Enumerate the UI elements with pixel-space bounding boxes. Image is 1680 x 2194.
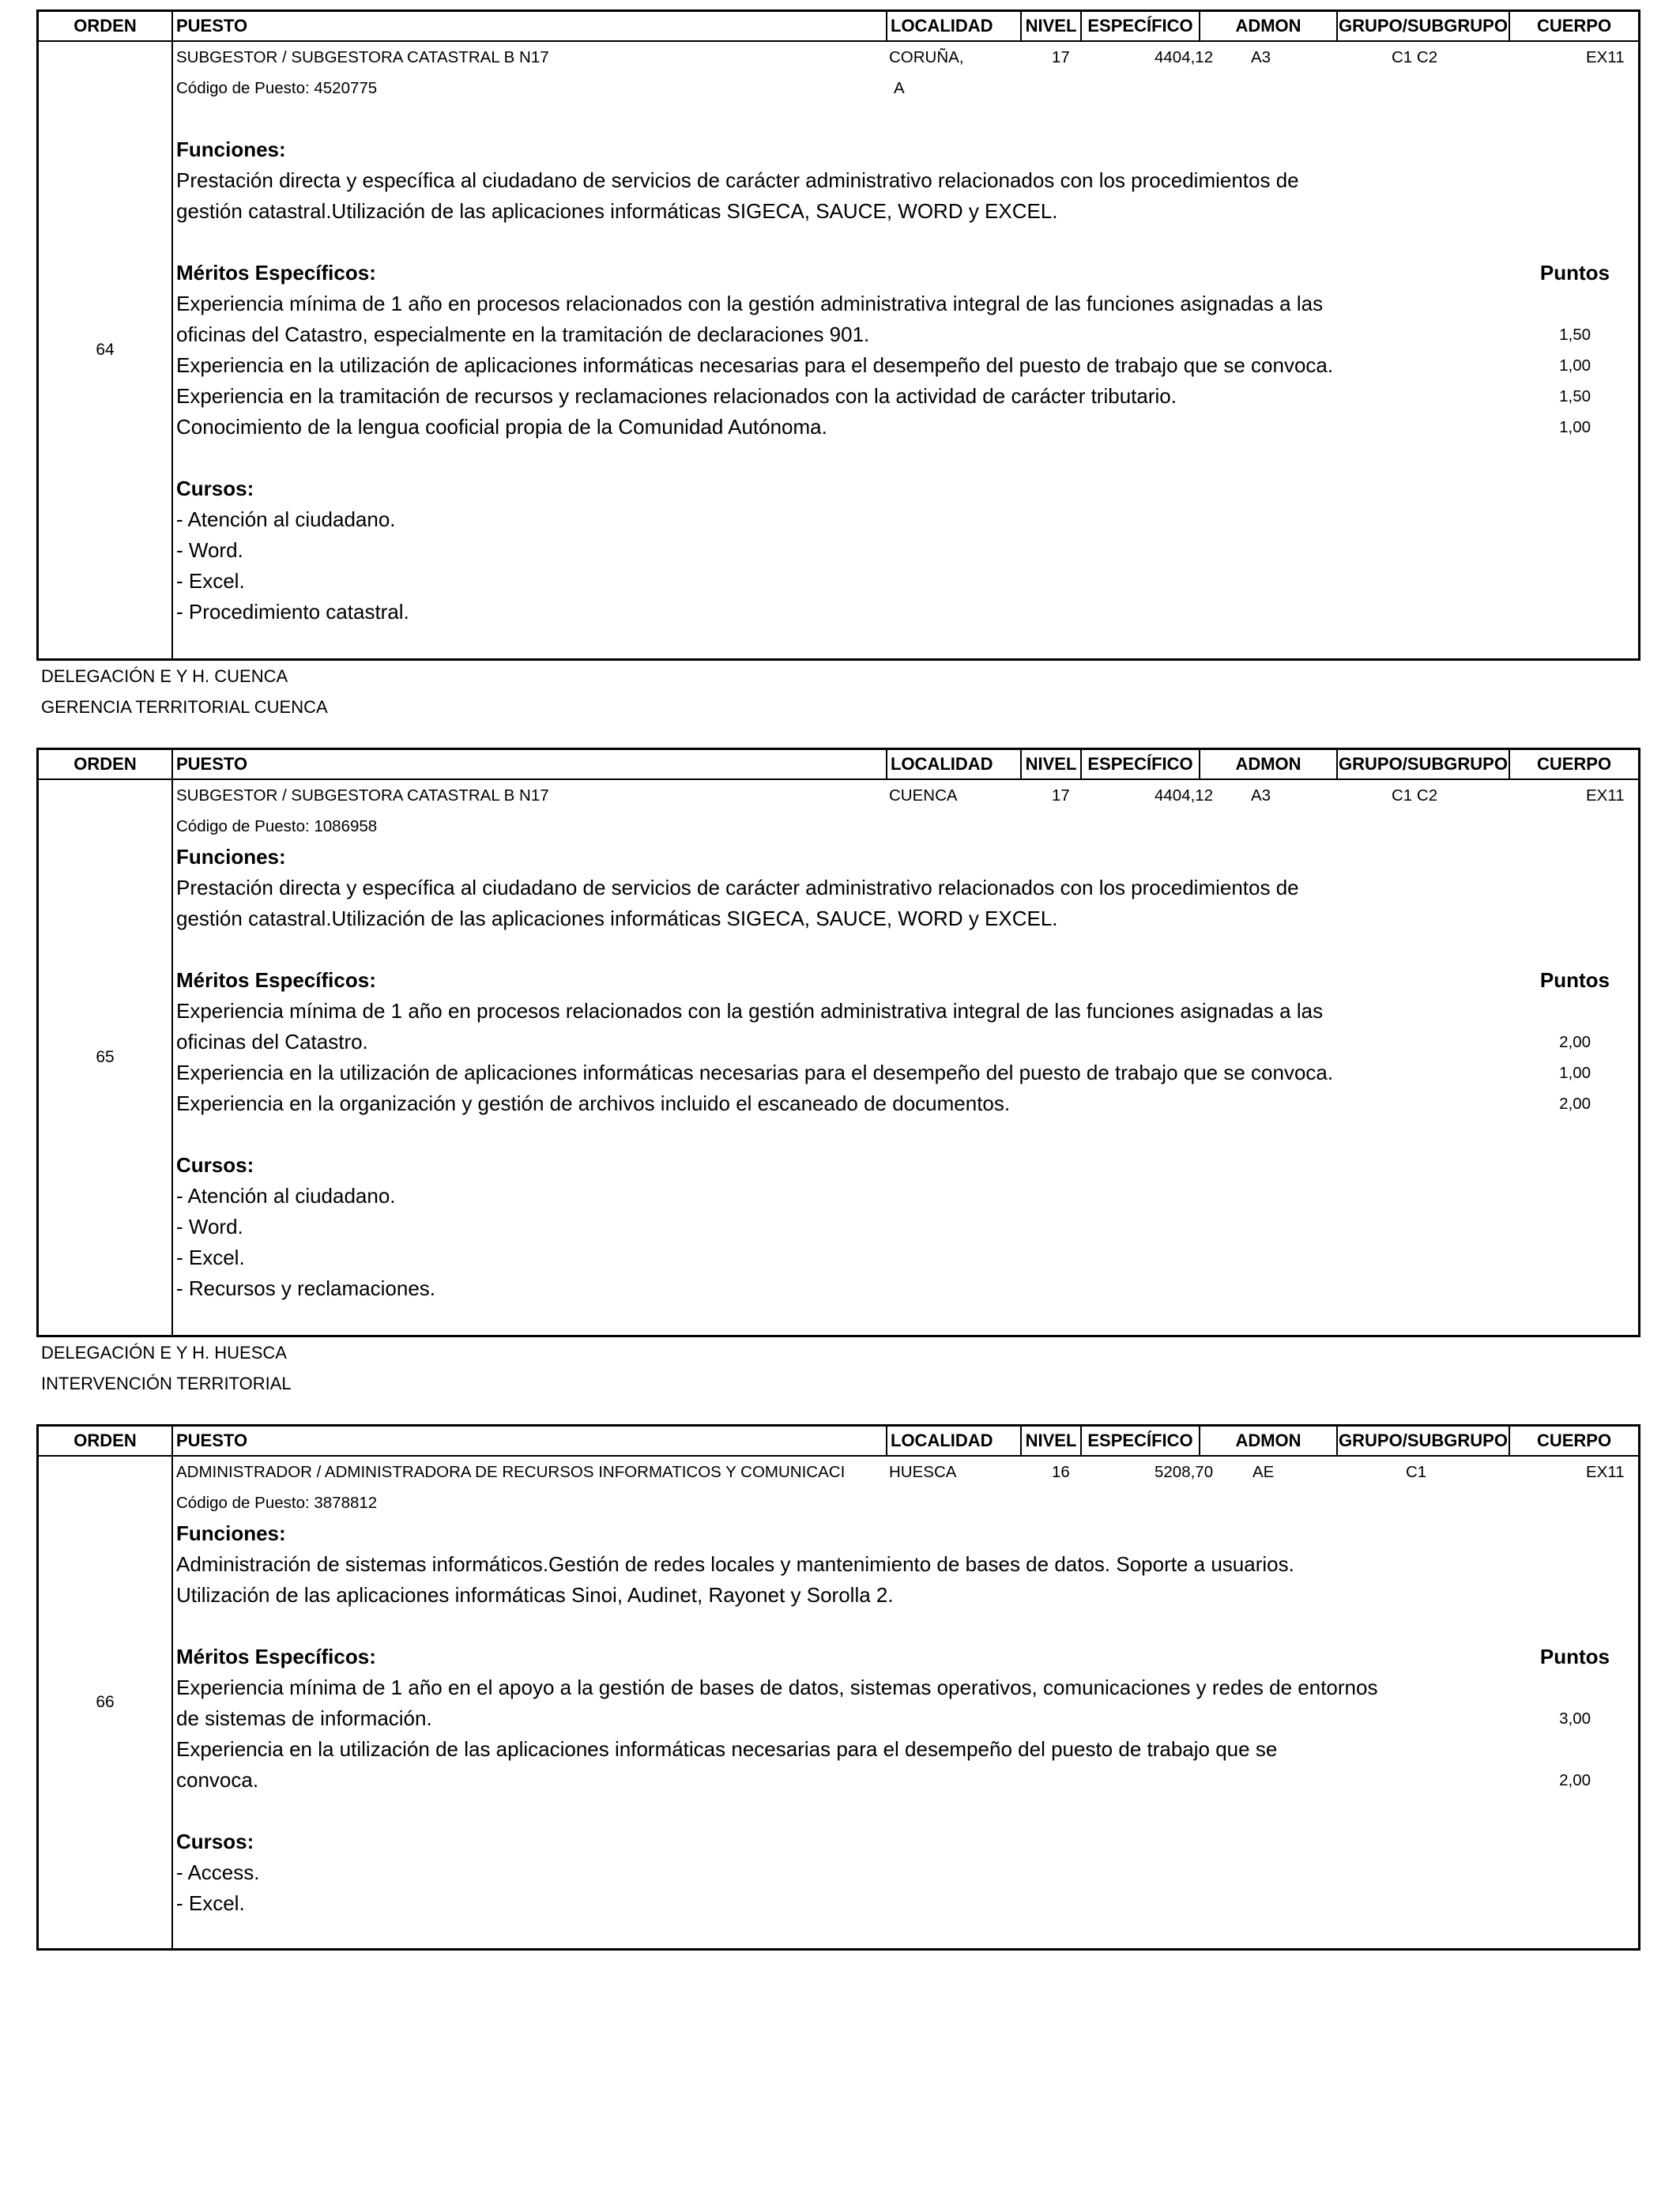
cuerpo-value: EX11	[1586, 1463, 1625, 1481]
merito-puntos: 1,00	[1559, 1064, 1591, 1082]
header-nivel: NIVEL	[1022, 750, 1082, 778]
curso-item: - Atención al ciudadano.	[176, 507, 396, 531]
orden-number: 66	[39, 1457, 173, 1948]
table-header	[39, 750, 1638, 780]
curso-item: - Excel.	[176, 1246, 245, 1269]
curso-item: - Word.	[176, 538, 243, 562]
curso-item: - Atención al ciudadano.	[176, 1184, 396, 1208]
merito-text: Conocimiento de la lengua cooficial propia de la Comunidad Autónoma.	[176, 415, 827, 439]
header-cuerpo: CUERPO	[1536, 754, 1612, 774]
table-row	[39, 780, 1638, 1335]
header-nivel: NIVEL	[1022, 1427, 1082, 1455]
header-admon: ADMON	[1200, 1427, 1338, 1455]
merito-puntos: 3,00	[1559, 1710, 1591, 1728]
header-grupo: GRUPO/SUBGRUPO	[1338, 12, 1510, 40]
puntos-label: Puntos	[1539, 1645, 1610, 1668]
header-admon: ADMON	[1200, 12, 1338, 40]
puesto-table-64	[36, 9, 1640, 661]
orden-number: 64	[39, 42, 173, 658]
header-puesto: PUESTO	[173, 12, 887, 40]
nivel-value: 17	[1052, 786, 1070, 805]
cuerpo-value: EX11	[1586, 786, 1625, 805]
meritos-label: Méritos Específicos:	[176, 1645, 376, 1668]
admon-value: AE	[1252, 1463, 1275, 1481]
header-localidad: LOCALIDAD	[887, 1427, 1022, 1455]
header-especifico: ESPECÍFICO	[1082, 1427, 1200, 1455]
header-grupo: GRUPO/SUBGRUPO	[1338, 750, 1510, 778]
cursos-label: Cursos:	[176, 1153, 254, 1177]
funciones-text: Prestación directa y específica al ciudadano de servicios de carácter administrativo relacionados con los procedimientos de	[176, 876, 1299, 899]
funciones-text: Administración de sistemas informáticos.Gestión de redes locales y mantenimiento de bases de datos. Soporte a usuarios.	[176, 1552, 1294, 1576]
especifico-value: 4404,12	[1155, 786, 1214, 805]
merito-text: oficinas del Catastro, especialmente en la tramitación de declaraciones 901.	[176, 322, 870, 346]
header-puesto: PUESTO	[173, 750, 887, 778]
summary-line	[176, 1457, 1638, 1487]
delegacion-name: DELEGACIÓN E Y H. HUESCA	[41, 1343, 287, 1363]
meritos-label: Méritos Específicos:	[176, 968, 376, 992]
funciones-text: Utilización de las aplicaciones informáticas Sinoi, Audinet, Rayonet y Sorolla 2.	[176, 1583, 894, 1607]
puesto-table-65	[36, 748, 1640, 1337]
localidad-value: CORUÑA,	[889, 48, 964, 66]
curso-item: - Excel.	[176, 569, 245, 593]
merito-puntos: 2,00	[1559, 1771, 1591, 1789]
orden-number: 65	[39, 780, 173, 1335]
cuerpo-value: EX11	[1586, 48, 1625, 66]
merito-text: convoca.	[176, 1768, 259, 1792]
merito-text: Experiencia en la utilización de aplicaciones informáticas necesarias para el desempeño del puesto de trabajo que se convoca.	[176, 353, 1334, 377]
delegacion-name: DELEGACIÓN E Y H. CUENCA	[41, 666, 288, 686]
codigo-puesto: Código de Puesto: 3878812	[176, 1494, 378, 1512]
cursos-label: Cursos:	[176, 1830, 254, 1853]
funciones-text: Prestación directa y específica al ciudadano de servicios de carácter administrativo relacionados con los procedimientos de	[176, 168, 1299, 192]
puesto-table-66	[36, 1424, 1640, 1951]
merito-puntos: 1,00	[1559, 418, 1591, 436]
especifico-value: 5208,70	[1155, 1463, 1214, 1481]
merito-puntos: 1,00	[1559, 356, 1591, 375]
table-row	[39, 42, 1638, 658]
curso-item: - Access.	[176, 1860, 260, 1884]
grupo-value: C1	[1406, 1463, 1427, 1481]
funciones-label: Funciones:	[176, 845, 286, 869]
summary-line	[176, 780, 1638, 811]
puntos-label: Puntos	[1539, 968, 1610, 992]
funciones-text: gestión catastral.Utilización de las aplicaciones informáticas SIGECA, SAUCE, WORD y EXCEL.	[176, 907, 1058, 930]
merito-text: Experiencia mínima de 1 año en el apoyo a la gestión de bases de datos, sistemas operativos, comunicaciones y redes de entornos	[176, 1676, 1378, 1699]
merito-text: Experiencia en la utilización de aplicaciones informáticas necesarias para el desempeño del puesto de trabajo que se convoca.	[176, 1061, 1334, 1084]
gerencia-name: GERENCIA TERRITORIAL CUENCA	[41, 697, 328, 717]
especifico-value: 4404,12	[1155, 48, 1214, 66]
admon-value: A3	[1251, 786, 1271, 805]
merito-text: oficinas del Catastro.	[176, 1030, 368, 1054]
merito-text: Experiencia mínima de 1 año en procesos relacionados con la gestión administrativa integral de las funciones asignadas a las	[176, 292, 1324, 315]
header-nivel: NIVEL	[1022, 12, 1082, 40]
puesto-title: SUBGESTOR / SUBGESTORA CATASTRAL B N17	[176, 786, 549, 805]
puesto-title: SUBGESTOR / SUBGESTORA CATASTRAL B N17	[176, 48, 549, 66]
header-puesto: PUESTO	[173, 1427, 887, 1455]
grupo-value: C1 C2	[1392, 786, 1438, 805]
codigo-puesto: Código de Puesto: 1086958	[176, 817, 378, 835]
meritos-label: Méritos Específicos:	[176, 261, 376, 285]
header-orden: ORDEN	[39, 750, 173, 778]
merito-puntos: 2,00	[1559, 1095, 1591, 1113]
summary-line	[176, 42, 1638, 73]
merito-text: Experiencia en la utilización de las aplicaciones informáticas necesarias para el desempeño del puesto de trabajo que se	[176, 1737, 1278, 1761]
funciones-text: gestión catastral.Utilización de las aplicaciones informáticas SIGECA, SAUCE, WORD y EXCEL.	[176, 199, 1058, 223]
merito-text: Experiencia mínima de 1 año en procesos relacionados con la gestión administrativa integral de las funciones asignadas a las	[176, 999, 1324, 1023]
table-header	[39, 12, 1638, 42]
nivel-value: 16	[1052, 1463, 1070, 1481]
curso-item: - Procedimiento catastral.	[176, 600, 409, 624]
delegacion-block	[36, 661, 1640, 748]
puesto-title: ADMINISTRADOR / ADMINISTRADORA DE RECURSOS INFORMATICOS Y COMUNICACI	[176, 1463, 846, 1481]
header-admon: ADMON	[1200, 750, 1338, 778]
merito-puntos: 2,00	[1559, 1033, 1591, 1051]
funciones-label: Funciones:	[176, 138, 286, 161]
delegacion-block	[36, 1337, 1640, 1424]
merito-text: Experiencia en la organización y gestión de archivos incluido el escaneado de documentos.	[176, 1091, 1011, 1115]
localidad-value-cont: A	[894, 79, 905, 97]
header-especifico: ESPECÍFICO	[1082, 750, 1200, 778]
merito-puntos: 1,50	[1559, 326, 1591, 344]
cursos-label: Cursos:	[176, 477, 254, 500]
grupo-value: C1 C2	[1392, 48, 1438, 66]
curso-item: - Recursos y reclamaciones.	[176, 1276, 435, 1300]
merito-text: de sistemas de información.	[176, 1706, 432, 1730]
header-grupo: GRUPO/SUBGRUPO	[1338, 1427, 1510, 1455]
curso-item: - Word.	[176, 1215, 243, 1238]
merito-puntos: 1,50	[1559, 387, 1591, 405]
codigo-puesto: Código de Puesto: 4520775	[176, 79, 378, 97]
table-row	[39, 1457, 1638, 1948]
header-localidad: LOCALIDAD	[887, 12, 1022, 40]
intervencion-name: INTERVENCIÓN TERRITORIAL	[41, 1374, 292, 1393]
puntos-label: Puntos	[1539, 261, 1610, 285]
header-orden: ORDEN	[39, 1427, 173, 1455]
merito-text: Experiencia en la tramitación de recursos y reclamaciones relacionados con la actividad de carácter tributario.	[176, 384, 1177, 408]
localidad-value: CUENCA	[889, 786, 958, 805]
funciones-label: Funciones:	[176, 1521, 286, 1545]
header-cuerpo: CUERPO	[1536, 1431, 1612, 1450]
header-localidad: LOCALIDAD	[887, 750, 1022, 778]
header-especifico: ESPECÍFICO	[1082, 12, 1200, 40]
curso-item: - Excel.	[176, 1891, 245, 1915]
table-header	[39, 1427, 1638, 1457]
localidad-value: HUESCA	[889, 1463, 957, 1481]
document	[36, 9, 1640, 1951]
admon-value: A3	[1251, 48, 1271, 66]
header-orden: ORDEN	[39, 12, 173, 40]
nivel-value: 17	[1052, 48, 1070, 66]
header-cuerpo: CUERPO	[1536, 16, 1612, 36]
